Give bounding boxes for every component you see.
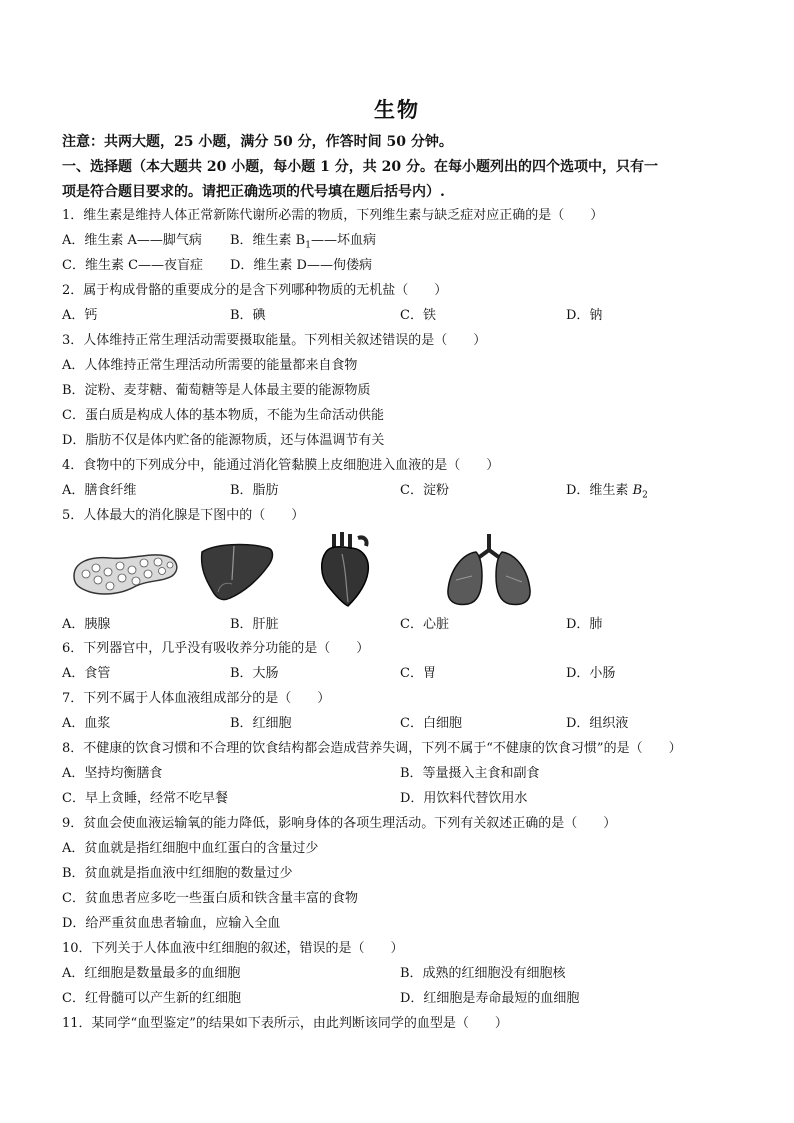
- exam-notice: 注意：共两大题，25 小题，满分 50 分，作答时间 50 分钟。: [62, 134, 453, 150]
- question-7-stem: 7．下列不属于人体血液组成部分的是（ ）: [62, 691, 331, 706]
- question-5-option-a: A．胰腺: [62, 617, 111, 632]
- question-9-stem: 9．贫血会使血液运输氧的能力降低，影响身体的各项生理活动。下列有关叙述正确的是（ ）: [62, 816, 617, 831]
- question-2-option-c: C．铁: [400, 308, 436, 323]
- question-10-stem: 10．下列关于人体血液中红细胞的叙述，错误的是（ ）: [62, 941, 404, 956]
- question-10-option-b: B．成熟的红细胞没有细胞核: [400, 966, 566, 981]
- question-10-option-c: C．红骨髓可以产生新的红细胞: [62, 991, 241, 1006]
- question-4-option-c: C．淀粉: [400, 483, 449, 498]
- lungs-image: [442, 532, 536, 608]
- question-8-option-c: C．早上贪睡，经常不吃早餐: [62, 791, 228, 806]
- question-9-option-a: A．贫血就是指红细胞中血红蛋白的含量过少: [62, 841, 319, 856]
- question-7-option-b: B．红细胞: [230, 716, 292, 731]
- page-title: 生物: [374, 97, 420, 122]
- question-10-option-d: D．红细胞是寿命最短的血细胞: [400, 991, 580, 1006]
- question-6-option-d: D．小肠: [566, 666, 616, 681]
- question-8-option-a: A．坚持均衡膳食: [62, 766, 163, 781]
- question-3-option-c: C．蛋白质是构成人体的基本物质，不能为生命活动供能: [62, 408, 384, 423]
- question-4-option-b: B．脂肪: [230, 483, 279, 498]
- organ-figure: [70, 530, 540, 610]
- question-5-option-c: C．心脏: [400, 617, 449, 632]
- question-11-stem: 11．某同学“血型鉴定”的结果如下表所示，由此判断该同学的血型是（ ）: [62, 1016, 508, 1031]
- question-4-option-a: A．膳食纤维: [62, 483, 137, 498]
- question-1-option-b: B．维生素 $B_1——$坏血病: [230, 233, 376, 251]
- question-7-option-c: C．白细胞: [400, 716, 462, 731]
- heart-image: [316, 530, 372, 608]
- question-2-stem: 2．属于构成骨骼的重要成分的是含下列哪种物质的无机盐（ ）: [62, 283, 448, 298]
- question-4-option-d: D．维生素 $B_2$: [566, 483, 648, 501]
- question-2-option-b: B．碘: [230, 308, 266, 323]
- question-7-option-a: A．血浆: [62, 716, 111, 731]
- question-5-option-b: B．肝脏: [230, 617, 279, 632]
- liver-image: [196, 540, 276, 604]
- question-1-option-a: A．维生素 A——脚气病: [62, 233, 202, 248]
- question-6-stem: 6．下列器官中，几乎没有吸收养分功能的是（ ）: [62, 641, 370, 656]
- question-9-option-c: C．贫血患者应多吃一些蛋白质和铁含量丰富的食物: [62, 891, 358, 906]
- section-1-heading-line1: 一、选择题（本大题共 20 小题，每小题 1 分，共 20 分。在每小题列出的四个选项中，只有一: [62, 159, 658, 175]
- question-6-option-a: A．食管: [62, 666, 111, 681]
- question-9-option-d: D．给严重贫血患者输血，应输入全血: [62, 916, 281, 931]
- question-3-option-d: D．脂肪不仅是体内贮备的能源物质，还与体温调节有关: [62, 433, 385, 448]
- question-1-option-c: C．维生素 C——夜盲症: [62, 258, 204, 273]
- question-1-option-d: D．维生素 D——佝偻病: [230, 258, 372, 273]
- question-8-option-d: D．用饮料代替饮用水: [400, 791, 528, 806]
- question-4-stem: 4．食物中的下列成分中，能通过消化管黏膜上皮细胞进入血液的是（ ）: [62, 458, 500, 473]
- question-3-option-a: A．人体维持正常生理活动所需要的能量都来自食物: [62, 358, 358, 373]
- question-10-option-a: A．红细胞是数量最多的血细胞: [62, 966, 241, 981]
- question-3-option-b: B．淀粉、麦芽糖、葡萄糖等是人体最主要的能源物质: [62, 383, 371, 398]
- section-1-heading-line2: 项是符合题目要求的。请把正确选项的代号填在题后括号内）.: [62, 184, 445, 200]
- question-5-option-d: D．肺: [566, 617, 603, 632]
- question-2-option-a: A．钙: [62, 308, 98, 323]
- question-6-option-c: C．胃: [400, 666, 436, 681]
- pancreas-image: [70, 546, 182, 602]
- question-7-option-d: D．组织液: [566, 716, 629, 731]
- question-3-stem: 3．人体维持正常生理活动需要摄取能量。下列相关叙述错误的是（ ）: [62, 333, 487, 348]
- question-9-option-b: B．贫血就是指血液中红细胞的数量过少: [62, 866, 293, 881]
- question-8-stem: 8．不健康的饮食习惯和不合理的饮食结构都会造成营养失调，下列不属于“不健康的饮食习惯”的是（ ）: [62, 741, 682, 756]
- question-8-option-b: B．等量摄入主食和副食: [400, 766, 540, 781]
- question-2-option-d: D．钠: [566, 308, 603, 323]
- question-1-stem: 1．维生素是维持人体正常新陈代谢所必需的物质，下列维生素与缺乏症对应正确的是（ ）: [62, 208, 604, 223]
- question-6-option-b: B．大肠: [230, 666, 279, 681]
- question-5-stem: 5．人体最大的消化腺是下图中的（ ）: [62, 508, 305, 523]
